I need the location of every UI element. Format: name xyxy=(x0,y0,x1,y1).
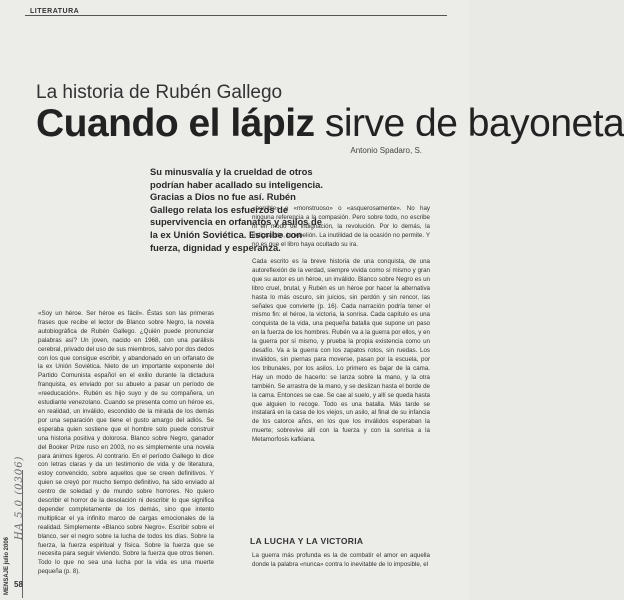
section-label: LITERATURA xyxy=(30,8,83,15)
title-rest: sirve de bayoneta xyxy=(314,102,624,145)
magazine-issue-label: MENSAJE julio 2006 xyxy=(4,536,10,595)
section-subhead: LA LUCHA Y LA VICTORIA xyxy=(250,536,364,546)
article-title xyxy=(36,102,624,146)
body-column-right-bottom: La guerra más profunda es la de combatir el amor en aquella donde la palabra «nunca» contra lo inevitable de lo imposible, el xyxy=(252,552,430,568)
header-rule xyxy=(25,15,447,16)
page-number: 58 xyxy=(14,580,23,589)
handwritten-note: HA 5.0 (0306) xyxy=(14,455,25,540)
article-author: Antonio Spadaro, S. xyxy=(350,146,422,155)
article-deck: Su minusvalía y la crueldad de otros podrían haber acallado su inteligencia. Gracias a Dios no fue así. Rubén Gallego relata los esfuerzos de supervivencia en orfanatos y asilos de la ex Unión Soviética. Escribe con fuerza, dignidad y esperanza. xyxy=(150,166,323,253)
body-column-right-top: «horrible» o «monstruoso» o «asquerosamente». No hay ninguna referencia a la compasión. Pero sobre todo, no escribe ni en modo de indignación, la revolución. Por lo demás, la indignación, la rebelión. La inutilidad de la ocasión no permite. Y no es que el libro haya ocultado su ira. xyxy=(252,205,430,248)
body-column-left: «Soy un héroe. Ser héroe es fácil». Éstas son las primeras frases que recibe el lector de Blanco sobre Negro, la novela autobiográfica de Rubén Gallego. ¿Quién puede pronunciar palabras así? Un joven, nacido en 1968, con una parálisis cerebral, privado del uso de sus miembros, salvo por dos dedos con los que consigue escribir, y abandonado en un orfanato de la ex Unión Soviética. Nieto de un importante exponente del Partido Comunista español en el exilio durante la dictadura franquista, es enviado por su abuelo a pasar un período de «reeducación». Rubén es hijo suyo y de su compañera, un estudiante venezolano. Cuando se presenta como un héroe es, en realidad, un inválido, escondido de la mirada de los demás por una separación que tiene el gusto amargo del adiós. Se esperaba quien sostiene que el hombre solo puede construir una historia positiva y dolorosa. Blanco sobre Negro, ganador del Booker Prize ruso en 2003, no es simplemente una novela para ánimos ligeros. Al contrario. En el período Gallego lo dice con letras claras y da un testimonio de vida y de literatura, estoy convencido, sobre aquellos que se creen definitivos. Y quien se creyó por mucho tiempo definitivo, ha sido enviado al centro de soledad y de mundo sobre horrores. No quiero describir el horror de la desolación ni describir lo que significa depender completamente de los demás, sino que intento multiplicar el ya infinito marco de cargas emocionales de la realidad. Simplemente «Blanco sobre Negro». Escribir sobre el blanco, ser el negro sobre la lucha de todos los días. Sobre la fuerza, la fuerza espiritual y física. Sobre la fuerza que se necesita para seguir viviendo. Sobre la fuerza que otros tienen. Todo lo que no sea una lucha por la vida es una muerte pequeña (p. 8). xyxy=(38,310,214,576)
article-kicker: La historia de Rubén Gallego xyxy=(36,82,283,103)
title-bold: Cuando el lápiz xyxy=(36,102,315,145)
body-column-right-main: Cada escrito es la breve historia de una conquista, de una autoreflexión de la verdad, siempre vivida como sí mismo y gran que su autor es un héroe, un inválido. Blanco sobre Negro es un libro cruel, brutal, y Rubén es un héroe por hacer la alternativa hasta lo más oscuro, sin juicios, sin perdón y sin rencor, las señales que convierte (p. 16). Cada narración podría tener el mismo fin: el héroe, la victoria, la sonrisa. Cada capítulo es una conquista de la vida, una pequeña batalla que supone un paso en la fuerza de los hombres. Rubén va a la guerra por ellos, y en la guerra por sí mismo, y prueba la propia existencia como un desafío. Va a la guerra con los zapatos rotos, sin ruedas. Los inválidos, sin piernas para moverse, pasan por la escuela, por los tribunales, por los asilos. Lo primero es bajar de la cama. Hay un modo de hacerlo: se lanza sobre la mano, y la otra también. Se arrastra de la mano, y se deslizan hasta el borde de la cama. Entonces se cae. Se cae al suelo, y allí se queda hasta que alguien lo recoge. Todo es una batalla. Más tarde se instalará en la casa de los viejos, un asilo, al final de su infancia de los catorce años, en los que los inválidos esperaban la muerte; sobrevive allí con la fuerza y con la sonrisa a la Metamorfosis kafkiana. xyxy=(252,258,430,444)
